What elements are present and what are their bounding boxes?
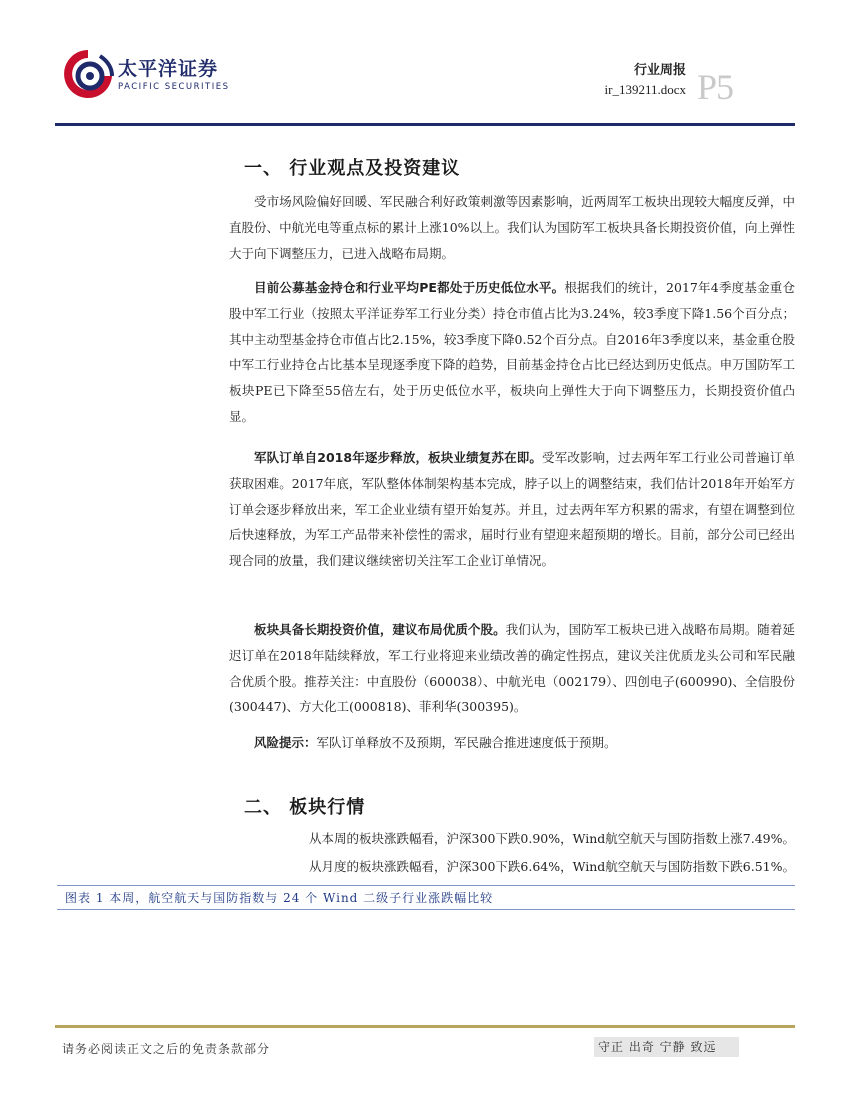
paragraph-market-overview: [229, 189, 795, 266]
paragraph-text: 受市场风险偏好回暖、军民融合利好政策刺激等因素影响，近两周军工板块出现较大幅度反弹，中直股份、中航光电等重点标的累计上涨10%以上。我们认为国防军工板块具备长期投资价值，向上弹性大于向下调整压力，已进入战略布局期。: [229, 194, 795, 261]
company-logo: [60, 46, 240, 108]
header-divider: [55, 123, 795, 126]
logo-english-name: PACIFIC SECURITIES: [118, 82, 230, 92]
monthly-performance-line: 从月度的板块涨跌幅看，沪深300下跌6.64%，Wind航空航天与国防指数下跌6.51%。: [309, 859, 795, 874]
paragraph-investment-advice: [229, 617, 795, 720]
report-type: 行业周报: [633, 63, 686, 78]
figure-caption: 图表 1 本周，航空航天与国防指数与 24 个 Wind 二级子行业涨跌幅比较: [57, 885, 795, 910]
paragraph-lead: 板块具备长期投资价值，建议布局优质个股。: [254, 622, 506, 637]
weekly-performance-line: 从本周的板块涨跌幅看，沪深300下跌0.90%，Wind航空航天与国防指数上涨7.49%。: [309, 831, 795, 846]
paragraph-lead: 目前公募基金持仓和行业平均PE都处于历史低位水平。: [254, 280, 565, 295]
disclaimer-note: 请务必阅读正文之后的免责条款部分: [62, 1042, 271, 1056]
section2-heading: 二、 板块行情: [244, 797, 366, 818]
paragraph-text: 军队订单释放不及预期，军民融合推进速度低于预期。: [316, 735, 617, 750]
document-filename: ir_139211.docx: [604, 82, 686, 97]
footer-divider: [55, 1025, 795, 1028]
paragraph-fund-holdings: [229, 275, 795, 430]
paragraph-lead: 军队订单自2018年逐步释放，板块业绩复苏在即。: [254, 450, 543, 465]
page-number: P5: [697, 67, 734, 107]
pacific-securities-logo-icon: [60, 46, 116, 102]
paragraph-text: 受军改影响，过去两年军工行业公司普遍订单获取困难。2017年底，军队整体体制架构基本完成，脖子以上的调整结束，我们估计2018年开始军方订单会逐步释放出来，军工企业业绩有望开始复苏。并且，过去两年军方积累的需求，有望在调整到位后快速释放，为军工产品带来补偿性的需求，届时行业有望迎来超预期的增长。目前，部分公司已经出现合同的放量，我们建议继续密切关注军工企业订单情况。: [229, 450, 795, 569]
section1-heading: 一、 行业观点及投资建议: [244, 158, 461, 179]
paragraph-risk-warning: [229, 730, 795, 756]
logo-chinese-name: 太平洋证券: [118, 58, 219, 80]
company-motto: 守正 出奇 宁静 致远: [594, 1037, 739, 1057]
paragraph-military-orders: [229, 445, 795, 574]
paragraph-lead: 风险提示：: [254, 735, 317, 750]
paragraph-text: 我们认为，国防军工板块已进入战略布局期。随着延迟订单在2018年陆续释放，军工行业将迎来业绩改善的确定性拐点，建议关注优质龙头公司和军民融合优质个股。推荐关注：中直股份（600038）、中航光电（002179）、四创电子(600990)、全信股份(300447)、方大化工(000818)、菲利华(300395)。: [229, 622, 795, 715]
paragraph-text: 根据我们的统计，2017年4季度基金重仓股中军工行业（按照太平洋证券军工行业分类）持仓市值占比为3.24%，较3季度下降1.56个百分点；其中主动型基金持仓市值占比2.15%，较3季度下降0.52个百分点。自2016年3季度以来，基金重仓股中军工行业持仓占比基本呈现逐季度下降的趋势，目前基金持仓占比已经达到历史低点。申万国防军工板块PE已下降至55倍左右，处于历史低位水平，板块向上弹性大于向下调整压力，长期投资价值凸显。: [229, 280, 796, 424]
